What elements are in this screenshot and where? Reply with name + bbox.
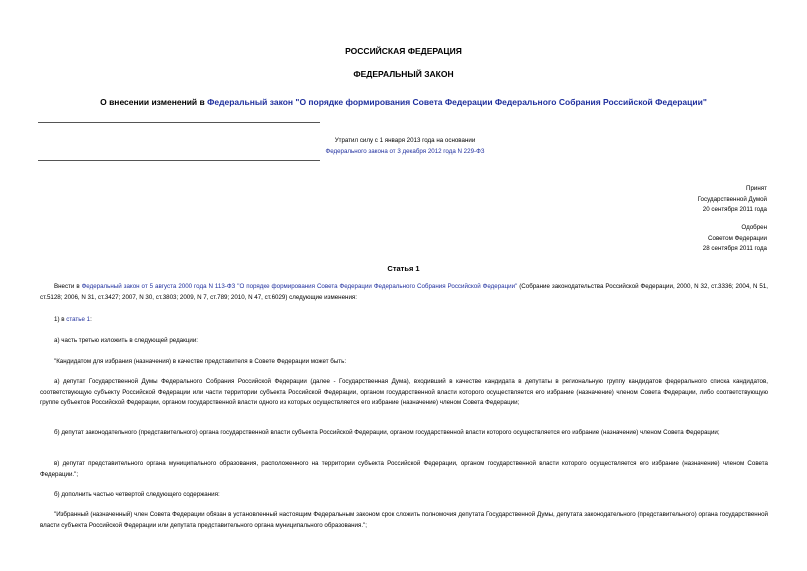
law-type-heading: ФЕДЕРАЛЬНЫЙ ЗАКОН: [353, 69, 454, 79]
intro-law-link[interactable]: Федеральный закон от 5 августа 2000 года N 113-ФЗ "О порядке формирования Совета Федерации Федерального Собрания Российской Федерации": [81, 283, 518, 290]
approved-body: Советом Федерации: [708, 234, 767, 242]
quote-intro: "Кандидатом для избрания (назначения) в качестве представителя в Совете Федерации может быть:: [54, 358, 347, 365]
accepted-label: Принят: [746, 185, 767, 192]
federation-heading: РОССИЙСКАЯ ФЕДЕРАЦИЯ: [345, 46, 462, 56]
sub-item-v: в) депутат представительного органа муниципального образования, расположенного на территории субъекта Российской Федерации, органом государственной власти которого осуществляется его избрание (назначение) членом Совета Федерации.";: [40, 460, 768, 478]
title-law-link[interactable]: Федеральный закон "О порядке формирования Совета Федерации Федерального Собрания Российской Федерации": [207, 97, 707, 107]
item-1-colon: :: [90, 316, 92, 323]
divider-top: [38, 122, 320, 123]
divider-bottom: [38, 160, 320, 161]
item-b: б) дополнить частью четвертой следующего содержания:: [54, 491, 220, 498]
approved-block: [703, 223, 767, 255]
intro-text-a: Внести в: [54, 283, 82, 290]
article-heading: Статья 1: [387, 264, 420, 273]
sub-item-b: б) депутат законодательного (представительного) органа государственной власти субъекта Российской Федерации, органом государственной власти которого осуществляется его избрание (назначение) членом Совета Федерации;: [54, 429, 720, 436]
status-text: Утратил силу с 1 января 2013 года на основании: [334, 137, 476, 144]
status-note: [300, 135, 510, 157]
item-a: а) часть третью изложить в следующей редакции:: [54, 337, 199, 344]
accepted-body: Государственной Думой: [697, 195, 767, 203]
approved-label: Одобрен: [741, 224, 767, 231]
accepted-date: 20 сентября 2011 года: [702, 206, 767, 213]
status-law-link[interactable]: Федерального закона от 3 декабря 2012 года N 229-ФЗ: [325, 148, 485, 155]
sub-item-a: а) депутат Государственной Думы Федерального Собрания Российской Федерации (далее - Государственная Дума), входивший в качестве кандидата в депутаты в региональную группу кандидатов федерального списка кандидатов, соответствующую субъекту Российской Федерации или части территории субъекта Российской Федерации, органом государственной власти которого осуществляется его избрание (назначение) членом Совета Федерации, либо соответствующую группе субъектов Российской Федерации, органом государственной власти одного из которых осуществляется его избрание (назначение) членом Совета Федерации;: [40, 378, 768, 406]
item-1: [40, 315, 768, 326]
quote-end: "Избранный (назначенный) член Совета Федерации обязан в установленный настоящим Федеральным законом срок сложить полномочия депутата Государственной Думы, депутата законодательного (представительного) органа государственной власти субъекта Российской Федерации или депутата представительного органа муниципального образования.";: [40, 511, 768, 529]
article-1-link[interactable]: статье 1: [66, 316, 91, 323]
document-title: [30, 97, 777, 107]
accepted-block: [698, 184, 767, 216]
intro-text-b: (Собрание законодательства Российской Федерации, 2000, N 32, ст.3336; 2004, N 51, ст.5128; 2006, N 31, ст.3427; 2007, N 30, ст.3803; 2009, N 7, ст.789; 2010, N 47, ст.6029) следующие изменения:: [40, 283, 768, 301]
item-1-text: 1) в: [54, 316, 67, 323]
article-intro: [40, 282, 768, 303]
approved-date: 28 сентября 2011 года: [702, 245, 767, 252]
title-prefix: О внесении изменений в: [100, 97, 208, 107]
